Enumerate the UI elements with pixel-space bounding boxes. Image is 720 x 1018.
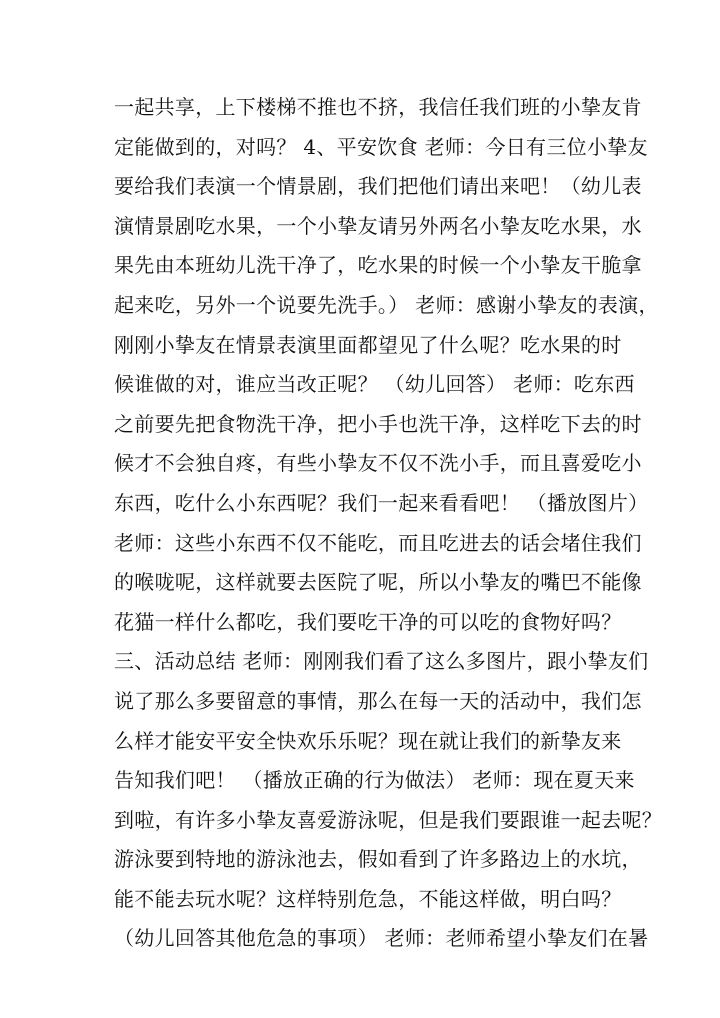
text-line: 到啦，有许多小挚友喜爱游泳呢，但是我们要跟谁一起去呢？ (114, 807, 663, 832)
text-line: 定能做到的，对吗？ 4、平安饮食 老师：今日有三位小挚友 (114, 134, 648, 159)
text-line: 么样才能安平安全快欢乐乐呢？现在就让我们的新挚友来 (114, 728, 622, 753)
text-line: 三、活动总结 老师：刚刚我们看了这么多图片，跟小挚友们 (114, 649, 649, 674)
text-line: 候才不会独自疼，有些小挚友不仅不洗小手，而且喜爱吃小 (114, 451, 642, 476)
text-line: 要给我们表演一个情景剧，我们把他们请出来吧！（幼儿表 (114, 174, 642, 199)
text-line: 说了那么多要留意的事情，那么在每一天的活动中，我们怎 (114, 688, 642, 713)
text-line: 的喉咙呢，这样就要去医院了呢，所以小挚友的嘴巴不能像 (114, 570, 642, 595)
text-line: 演情景剧吃水果，一个小挚友请另外两名小挚友吃水果，水 (114, 213, 642, 238)
text-line: 能不能去玩水呢？这样特别危急，不能这样做，明白吗？ (114, 886, 622, 911)
text-line: 候谁做的对，谁应当改正呢？ （幼儿回答） 老师：吃东西 (114, 372, 635, 397)
body-text (114, 88, 663, 959)
text-line: 东西，吃什么小东西呢？我们一起来看看吧！ （播放图片） (114, 490, 649, 515)
text-line: （幼儿回答其他危急的事项） 老师：老师希望小挚友们在暑 (114, 926, 649, 951)
text-line: 果先由本班幼儿洗干净了，吃水果的时候一个小挚友干脆拿 (114, 253, 642, 278)
text-line: 老师：这些小东西不仅不能吃，而且吃进去的话会堵住我们 (114, 530, 642, 555)
text-line: 之前要先把食物洗干净，把小手也洗干净，这样吃下去的时 (114, 411, 642, 436)
text-line: 起来吃，另外一个说要先洗手。） 老师：感谢小挚友的表演， (114, 292, 659, 317)
text-line: 告知我们吧！ （播放正确的行为做法） 老师：现在夏天来 (114, 768, 635, 793)
text-line: 游泳要到特地的游泳池去，假如看到了许多路边上的水坑， (114, 847, 642, 872)
text-line: 刚刚小挚友在情景表演里面都望见了什么呢？吃水果的时 (114, 332, 622, 357)
text-line: 一起共享，上下楼梯不推也不挤，我信任我们班的小挚友肯 (114, 95, 642, 119)
text-line: 花猫一样什么都吃，我们要吃干净的可以吃的食物好吗？ (114, 609, 622, 634)
